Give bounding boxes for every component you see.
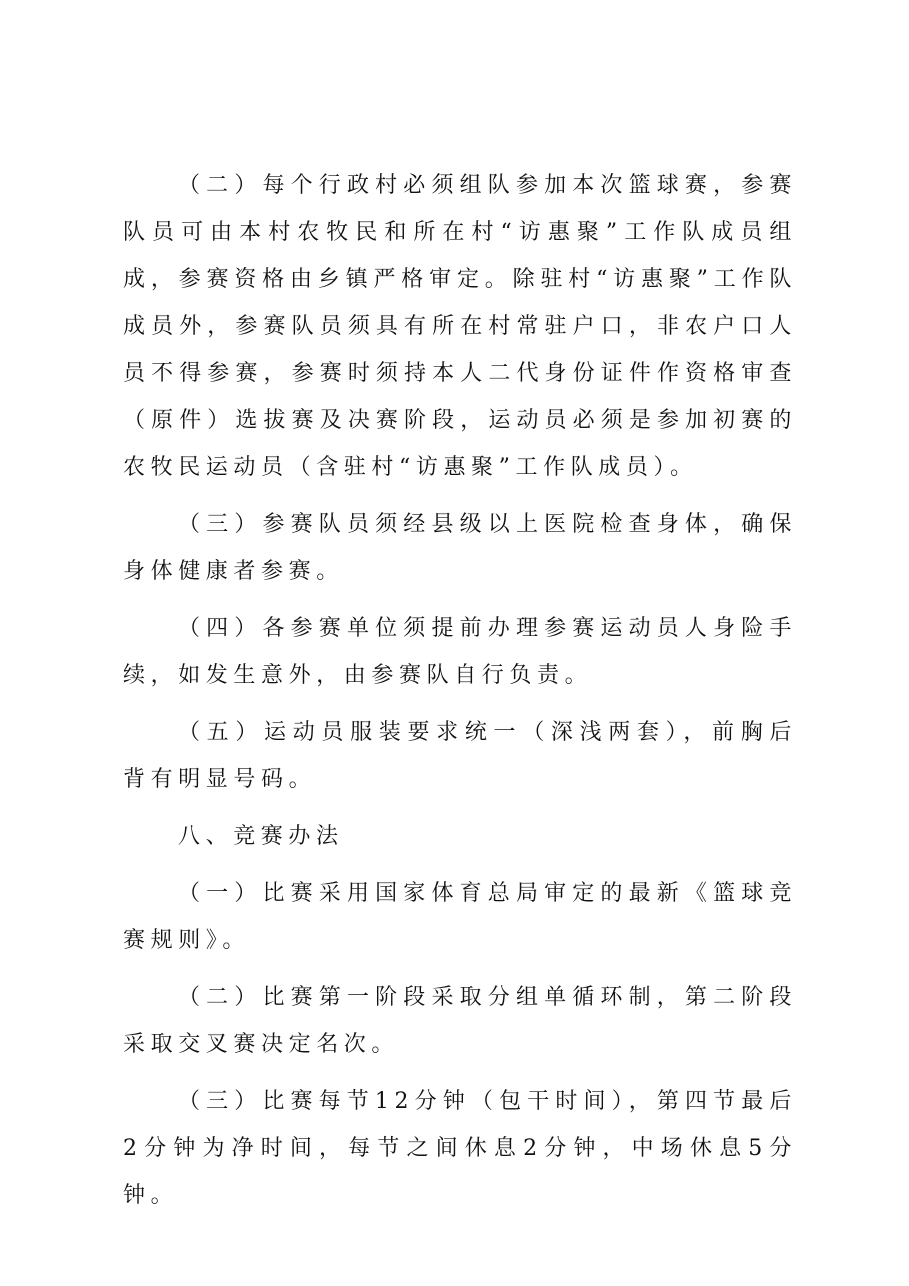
paragraph-timing: （三）比赛每节12分钟（包干时间），第四节最后2分钟为净时间，每节之间休息2分钟，中场休息5分钟。 [123, 1089, 797, 1208]
section-heading-competition-method: 八、竞赛办法 [178, 824, 344, 849]
paragraph-eligibility: （二）每个行政村必须组队参加本次篮球赛，参赛队员可由本村农牧民和所在村“访惠聚”工作队成员组成，参赛资格由乡镇严格审定。除驻村“访惠聚”工作队成员外，参赛队员须具有所在村常驻户口，非农户口人员不得参赛，参赛时须持本人二代身份证件作资格审查（原件）选拔赛及决赛阶段，运动员必须是参加初赛的农牧民运动员（含驻村“访惠聚”工作队成员）。 [123, 173, 797, 480]
document-body [123, 162, 797, 1219]
paragraph-format: （二）比赛第一阶段采取分组单循环制，第二阶段采取交叉赛决定名次。 [123, 985, 797, 1057]
paragraph-health-check: （三）参赛队员须经县级以上医院检查身体，确保身体健康者参赛。 [123, 512, 797, 584]
paragraph-insurance: （四）各参赛单位须提前办理参赛运动员人身险手续，如发生意外，由参赛队自行负责。 [123, 616, 797, 688]
paragraph-uniform: （五）运动员服装要求统一（深浅两套），前胸后背有明显号码。 [123, 720, 797, 792]
paragraph-rules: （一）比赛采用国家体育总局审定的最新《篮球竞赛规则》。 [123, 881, 797, 953]
